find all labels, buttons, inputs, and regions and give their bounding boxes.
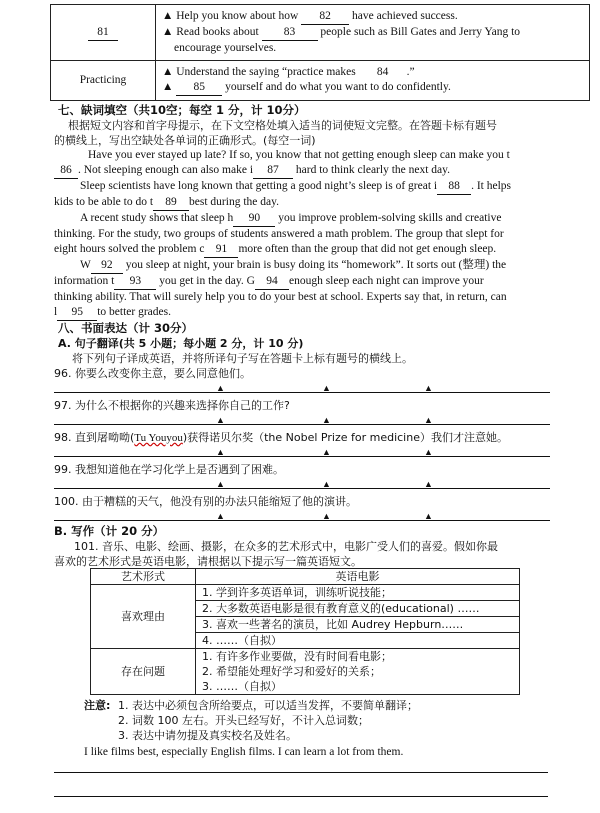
blank-85[interactable]: 85 — [176, 80, 222, 96]
blank-95[interactable]: 95 — [57, 305, 97, 321]
answer-line-96[interactable] — [54, 392, 550, 393]
cloze-passage: Have you ever stayed up late? If so, you know that not getting enough sleep can make you t 86 . Not sleeping enough can also make i 87 hard to think clearly the next day. Sleep scientists have long known that getting a good night’s sleep is of great i 88 . It helps kids to be able to do t 89 best during the day. A recent study shows that sleep h 90 you improve problem-solving skills and creative thinking. For the study, two groups of students answered a math problem. The group that slept for eight hours solved the problem c 91 more often than the group that did not get enough sleep. W 92 you sleep at night, your brain is busy doing its “homework”. It sorts out (整理) the information t 93 you get in the day. G 94 enough sleep each night can improve your thinking ability. That will surely help you to do your best at school. Experts say that, in return, can l 95 to better grades. — [54, 148, 584, 321]
blank-94[interactable]: 94 — [255, 274, 289, 290]
writing-prompt-table — [90, 568, 520, 695]
outline-row-label-practicing: Practicing — [51, 61, 156, 101]
essay-answer-line[interactable] — [54, 796, 548, 797]
triangle-mark: ▲ — [424, 511, 433, 521]
section7-title: 七、缺词填空（共10空；每空 1 分，计 10分） — [58, 103, 306, 117]
triangle-mark: ▲ — [322, 447, 331, 457]
triangle-mark: ▲ — [322, 415, 331, 425]
triangle-mark: ▲ — [322, 479, 331, 489]
section7-intro-1: 根据短文内容和首字母提示，在下文空格处填入适当的词使短文完整。在答题卡标有题号 — [68, 119, 497, 132]
question-100: 100. 由于糟糕的天气，他没有别的办法只能缩短了他的演讲。 — [54, 495, 357, 508]
outline-row-label-81: 81 — [51, 5, 156, 61]
blank-91[interactable]: 91 — [204, 242, 238, 258]
section7-intro-2: 的横线上，写出空缺处各单词的正确形式。(每空一词) — [54, 134, 316, 147]
note-item: 3. 表达中请勿提及真实校名及姓名。 — [118, 729, 297, 742]
triangle-mark: ▲ — [216, 511, 225, 521]
answer-line-98[interactable] — [54, 456, 550, 457]
table-header-english-film: 英语电影 — [196, 569, 520, 585]
note-item: 1. 表达中必须包含所给要点，可以适当发挥，不要简单翻译； — [118, 699, 418, 712]
triangle-mark: ▲ — [424, 383, 433, 393]
blank-83[interactable]: 83 — [262, 25, 318, 41]
partA-intro: 将下列句子译成英语，并将所译句子写在答题卡上标有题号的横线上。 — [72, 352, 413, 365]
blank-84[interactable]: 84 — [376, 66, 389, 78]
answer-line-99[interactable] — [54, 488, 550, 489]
question-96: 96. 你要么改变你主意，要么同意他们。 — [54, 367, 251, 380]
question-97: 97. 为什么不根据你的兴趣来选择你自己的工作? — [54, 399, 290, 412]
outline-table — [50, 4, 590, 101]
question-101-line1: 101. 音乐、电影、绘画、摄影，在众多的艺术形式中，电影广受人们的喜爱。假如你最 — [74, 540, 498, 553]
blank-90[interactable]: 90 — [233, 211, 275, 227]
blank-89[interactable]: 89 — [153, 195, 189, 211]
notes-label: 注意: — [84, 699, 111, 712]
triangle-mark: ▲ — [216, 415, 225, 425]
partA-title: A. 句子翻译(共 5 小题；每小题 2 分，计 10 分) — [58, 337, 304, 350]
outline-row-content-practicing: ▲ Understand the saying “practice makes 84 .” ▲ 85 yourself and do what you want to do confidently. — [156, 61, 590, 101]
question-101-line2: 喜欢的艺术形式是英语电影，请根据以下提示写一篇英语短文。 — [54, 555, 362, 568]
blank-93[interactable]: 93 — [114, 274, 156, 290]
like-item: 4. ……（自拟） — [196, 633, 520, 649]
like-item: 3. 喜欢一些著名的演员，比如 Audrey Hepburn…… — [196, 617, 520, 633]
outline-row-content-81: ▲ Help you know about how 82 have achieved success. ▲ Read books about 83 people such as Bill Gates and Jerry Yang to encourage yourselves. — [156, 5, 590, 61]
answer-line-97[interactable] — [54, 424, 550, 425]
like-item: 1. 学到许多英语单词，训练听说技能； — [196, 585, 520, 601]
problem-item: 1. 有许多作业要做，没有时间看电影； — [202, 650, 392, 663]
blank-92[interactable]: 92 — [91, 258, 123, 274]
triangle-mark: ▲ — [216, 383, 225, 393]
note-item: 2. 词数 100 左右。开头已经写好，不计入总词数； — [118, 714, 369, 727]
question-98: 98. 直到屠呦呦(Tu Youyou)获得诺贝尔奖（the Nobel Prize for medicine）我们才注意她。 — [54, 431, 508, 444]
section8-title: 八、书面表达（计 30分） — [58, 321, 194, 335]
triangle-mark: ▲ — [216, 479, 225, 489]
blank-88[interactable]: 88 — [437, 179, 471, 195]
problem-item: 3. ……（自拟） — [202, 680, 282, 693]
blank-82[interactable]: 82 — [301, 9, 349, 25]
triangle-mark: ▲ — [322, 511, 331, 521]
like-item: 2. 大多数英语电影是很有教育意义的(educational) …… — [196, 601, 520, 617]
problems-label: 存在问题 — [91, 649, 196, 695]
essay-answer-line[interactable] — [54, 772, 548, 773]
blank-87[interactable]: 87 — [253, 163, 293, 179]
triangle-mark: ▲ — [216, 447, 225, 457]
triangle-mark: ▲ — [424, 479, 433, 489]
problem-item: 2. 希望能处理好学习和爱好的关系； — [202, 665, 381, 678]
like-reasons-label: 喜欢理由 — [91, 585, 196, 649]
triangle-mark: ▲ — [424, 447, 433, 457]
problems-items — [196, 649, 520, 695]
triangle-mark: ▲ — [322, 383, 331, 393]
table-header-art-form: 艺术形式 — [91, 569, 196, 585]
blank-86[interactable]: 86 — [54, 163, 78, 179]
partB-title: B. 写作（计 20 分） — [54, 524, 165, 538]
essay-opening-sentence: I like films best, especially English films. I can learn a lot from them. — [84, 746, 404, 758]
answer-line-100[interactable] — [54, 520, 550, 521]
triangle-mark: ▲ — [424, 415, 433, 425]
question-99: 99. 我想知道他在学习化学上是否遇到了困难。 — [54, 463, 284, 476]
